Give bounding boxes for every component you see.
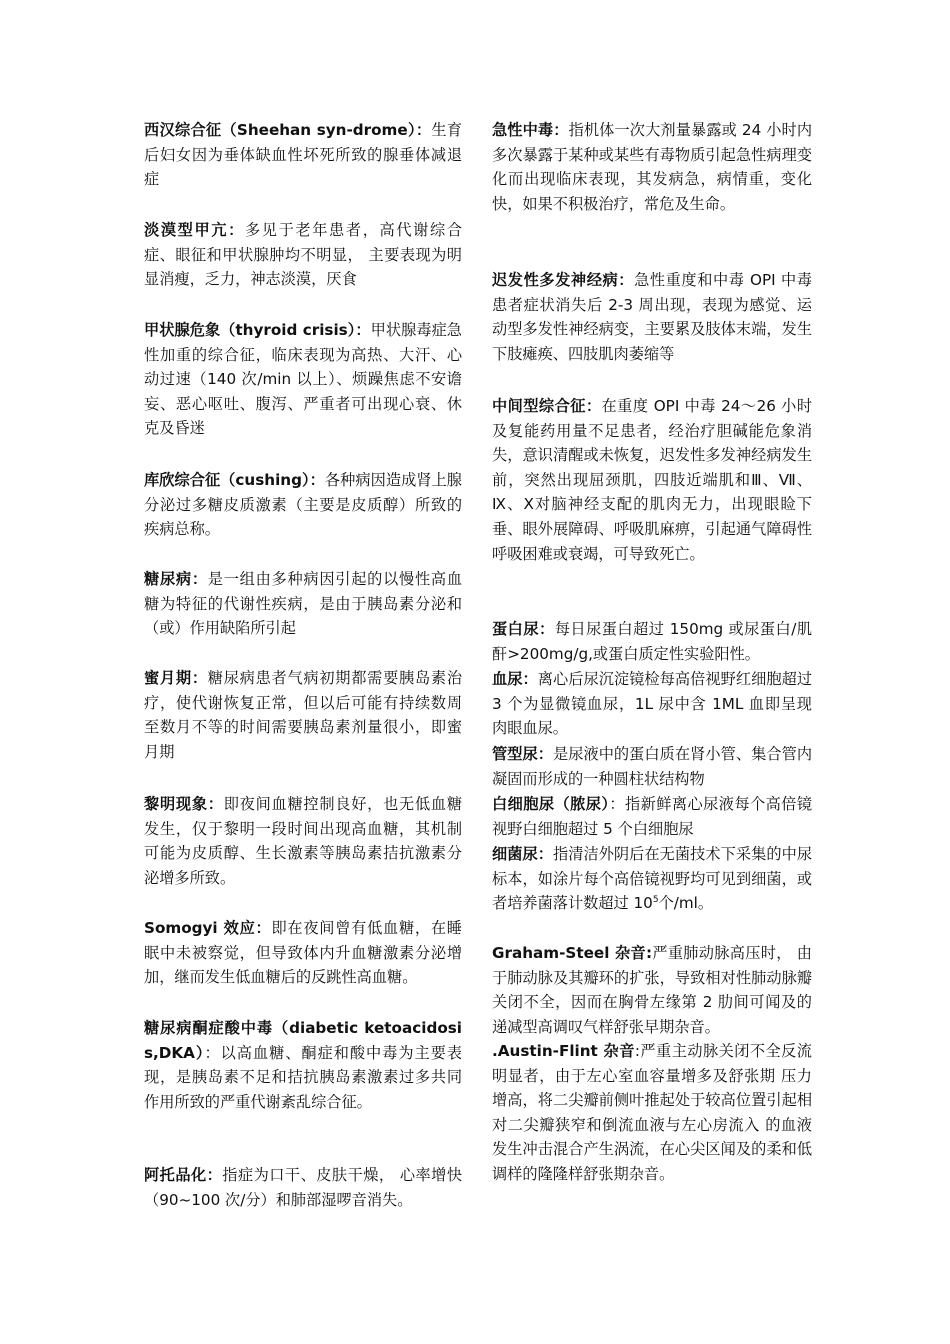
entry-term: 阿托品化： bbox=[144, 1166, 223, 1184]
entry-definition: 急性重度和中毒 OPI 中毒患者症状消失后 2-3 周出现，表现为感觉、运动型多发性神经病变，主要累及肢体末端，发生下肢瘫痪、四肢肌肉萎缩等 bbox=[492, 271, 812, 363]
entry-austin-flint-murmur bbox=[492, 1039, 812, 1187]
entry-dawn-phenomenon bbox=[144, 792, 462, 890]
entry-definition: 指机体一次大剂量暴露或 24 小时内多次暴露于某种或某些有毒物质引起急性病理变化而出现临床表现，其发病急，病情重，变化快，如果不积极治疗，常危及生命。 bbox=[492, 121, 813, 213]
entry-definition: 指清洁外阴后在无菌技术下采集的中尿标本，如涂片每个高倍镜视野均可见到细菌，或者培养菌落计数超过 10 bbox=[492, 845, 813, 913]
entry-term: 中间型综合征： bbox=[492, 397, 602, 415]
entry-term: 蜜月期： bbox=[144, 669, 208, 687]
entry-term: 迟发性多发神经病： bbox=[492, 271, 635, 289]
entry-sheehan bbox=[144, 118, 462, 192]
entry-acute-poisoning bbox=[492, 118, 812, 216]
entry-somogyi-effect bbox=[144, 916, 462, 990]
entry-definition: 即在夜间曾有低血糖，在睡眠中未被察觉，但导致体内升血糖激素分泌增加，继而发生低血糖后的反跳性高血糖。 bbox=[144, 919, 462, 987]
entry-term: 白细胞尿（脓尿） bbox=[492, 795, 610, 813]
entry-definition: 多见于老年患者，高代谢综合症、眼征和甲状腺肿均不明显， 主要表现为明显消瘦，乏力，神志淡漠，厌食 bbox=[144, 221, 463, 289]
entry-term: 库欣综合征（cushing）： bbox=[144, 471, 325, 489]
entry-term: 甲状腺危象（thyroid crisis）： bbox=[144, 321, 371, 339]
entry-term: 细菌尿： bbox=[492, 845, 553, 863]
entry-proteinuria bbox=[492, 617, 812, 666]
entry-definition: 严重肺动脉高压时， 由于肺动脉及其瓣环的扩张，导致相对性肺动脉瓣关闭不全，因而在胸骨左缘第 2 肋间可闻及的递减型高调叹气样舒张早期杂音。 bbox=[492, 944, 812, 1036]
entry-term: 糖尿病： bbox=[144, 570, 208, 588]
entry-term: 管型尿： bbox=[492, 745, 553, 763]
entry-dka bbox=[144, 1016, 462, 1114]
entry-definition: :严重主动脉关闭不全反流明显者，由于左心室血容量增多及舒张期 压力增高，将二尖瓣前侧叶推起处于较高位置引起相对二尖瓣狭窄和倒流血液与左心房流入 的血液发生冲击混合产生涡流，在心尖区闻及的柔和低调样的隆隆样舒张期杂音。 bbox=[492, 1042, 812, 1183]
entry-definition: 在重度 OPI 中毒 24～26 小时及复能药用量不足患者，经治疗胆碱能危象消失，意识清醒或未恢复，迟发性多发神经病发生前，突然出现屈颈肌，四肢近端肌和Ⅲ、Ⅶ、Ⅸ、Ⅹ对脑神经支配的肌肉无力，出现眼睑下垂、眼外展障碍、呼吸肌麻痹，引起通气障碍性呼吸困难或衰竭，可导致死亡。 bbox=[492, 397, 813, 563]
entry-definition: ：指新鲜离心尿液每个高倍镜视野白细胞超过 5 个白细胞尿 bbox=[492, 795, 813, 838]
entry-atropinization bbox=[144, 1163, 462, 1212]
entry-honeymoon-period bbox=[144, 666, 462, 764]
entry-term: 蛋白尿： bbox=[492, 620, 555, 638]
entry-definition: 生育后妇女因为垂体缺血性坏死所致的腺垂体减退症 bbox=[144, 121, 463, 189]
entry-term: Somogyi 效应： bbox=[144, 919, 272, 937]
entry-definition: ：以高血糖、酮症和酸中毒为主要表现，是胰岛素不足和拮抗胰岛素激素过多共同作用所致的严重代谢紊乱综合征。 bbox=[144, 1043, 462, 1111]
entry-definition: 各种病因造成肾上腺分泌过多糖皮质激素（主要是皮质醇）所致的疾病总称。 bbox=[144, 471, 462, 539]
entry-cushing bbox=[144, 468, 462, 542]
entry-delayed-polyneuropathy bbox=[492, 268, 812, 366]
entry-graham-steel-murmur bbox=[492, 941, 812, 1039]
entry-definition-tail: 个/ml。 bbox=[658, 894, 714, 913]
entry-term: 急性中毒： bbox=[492, 121, 569, 139]
entry-apathetic-hyperthyroidism bbox=[144, 218, 462, 292]
entry-hematuria bbox=[492, 667, 812, 741]
entry-term: .Austin-Flint 杂音 bbox=[492, 1042, 635, 1060]
entry-term: 黎明现象： bbox=[144, 795, 224, 813]
entry-cast-urine bbox=[492, 742, 812, 791]
entry-term: 糖尿病酮症酸中毒（diabetic ketoacidosis,DKA） bbox=[144, 1019, 462, 1062]
entry-term: 血尿： bbox=[492, 670, 538, 688]
entry-definition: 每日尿蛋白超过 150mg 或尿蛋白/肌酐>200mg/g,或蛋白质定性实验阳性。 bbox=[492, 620, 813, 663]
entry-term: Graham-Steel 杂音: bbox=[492, 944, 653, 962]
entry-definition: 甲状腺毒症急性加重的综合征，临床表现为高热、大汗、心动过速（140 次/min 以上）、烦躁焦虑不安谵妄、恶心呕吐、腹泻、严重者可出现心衰、休克及昏迷 bbox=[144, 321, 462, 438]
entry-term: 淡漠型甲亢： bbox=[144, 221, 245, 239]
entry-definition: 糖尿病患者气病初期都需要胰岛素治疗，使代谢恢复正常，但以后可能有持续数周至数月不等的时间需要胰岛素剂量很小，即蜜月期 bbox=[144, 669, 462, 761]
entry-definition: 指症为口干、皮肤干燥， 心率增快（90~100 次/分）和肺部湿啰音消失。 bbox=[144, 1166, 463, 1209]
entry-definition: 是一组由多种病因引起的以慢性高血糖为特征的代谢性疾病，是由于胰岛素分泌和（或）作用缺陷所引起 bbox=[144, 570, 462, 638]
entry-definition: 是尿液中的蛋白质在肾小管、集合管内凝固而形成的一种圆柱状结构物 bbox=[492, 745, 813, 788]
entry-term: 西汉综合征（Sheehan syn-drome）： bbox=[144, 121, 432, 139]
entry-bacteriuria bbox=[492, 842, 812, 916]
entry-definition: 离心后尿沉淀镜检每高倍视野红细胞超过 3 个为显微镜血尿，1L 尿中含 1ML 血即呈现肉眼血尿。 bbox=[492, 670, 813, 738]
superscript-exponent: 5 bbox=[652, 895, 659, 906]
entry-diabetes bbox=[144, 567, 462, 641]
entry-thyroid-crisis bbox=[144, 318, 462, 441]
entry-definition: 即夜间血糖控制良好，也无低血糖发生，仅于黎明一段时间出现高血糖，其机制可能为皮质醇、生长激素等胰岛素拮抗激素分泌增多所致。 bbox=[144, 795, 462, 887]
entry-pyuria bbox=[492, 792, 812, 841]
entry-intermediate-syndrome bbox=[492, 394, 812, 566]
